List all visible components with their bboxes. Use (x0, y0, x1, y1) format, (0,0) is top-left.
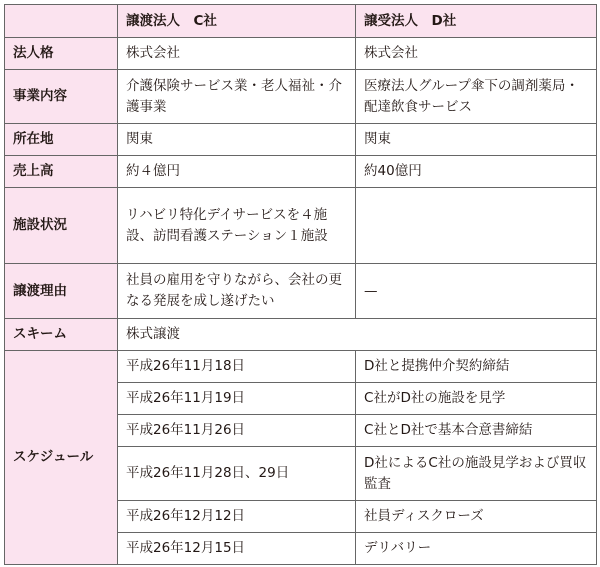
transferee-header: 譲受法人 D社 (356, 5, 597, 38)
reason-c: 社員の雇用を守りながら、会社の更なる発展を成し遂げたい (118, 264, 356, 319)
row-scheme (5, 319, 597, 351)
sales-c: 約４億円 (118, 156, 356, 188)
schedule-date: 平成26年11月18日 (118, 351, 356, 383)
business-c: 介護保険サービス業・老人福祉・介護事業 (118, 70, 356, 124)
row-location (5, 124, 597, 156)
transferor-header: 譲渡法人 C社 (118, 5, 356, 38)
corp-type-d: 株式会社 (356, 38, 597, 70)
location-c: 関東 (118, 124, 356, 156)
scheme-label: スキーム (5, 319, 118, 351)
location-label: 所在地 (5, 124, 118, 156)
scheme-value: 株式譲渡 (118, 319, 597, 351)
schedule-event: 社員ディスクローズ (356, 501, 597, 533)
business-d: 医療法人グループ傘下の調剤薬局・配達飲食サービス (356, 70, 597, 124)
location-d: 関東 (356, 124, 597, 156)
row-business (5, 70, 597, 124)
schedule-date: 平成26年11月28日、29日 (118, 447, 356, 501)
schedule-date: 平成26年12月12日 (118, 501, 356, 533)
header-corner (5, 5, 118, 38)
row-corp-type (5, 38, 597, 70)
schedule-date: 平成26年11月19日 (118, 383, 356, 415)
corp-type-label: 法人格 (5, 38, 118, 70)
schedule-event: C社とD社で基本合意書締結 (356, 415, 597, 447)
schedule-date: 平成26年12月15日 (118, 533, 356, 565)
sales-label: 売上高 (5, 156, 118, 188)
reason-d: — (356, 264, 597, 319)
header-row (5, 5, 597, 38)
schedule-label: スケジュール (5, 351, 118, 565)
deal-summary-table (4, 4, 597, 565)
row-reason (5, 264, 597, 319)
facilities-c: リハビリ特化デイサービスを４施設、訪問看護ステーション１施設 (118, 188, 356, 264)
facilities-d (356, 188, 597, 264)
row-sales (5, 156, 597, 188)
business-label: 事業内容 (5, 70, 118, 124)
schedule-event: デリバリー (356, 533, 597, 565)
schedule-event: D社によるC社の施設見学および買収監査 (356, 447, 597, 501)
facilities-label: 施設状況 (5, 188, 118, 264)
schedule-event: C社がD社の施設を見学 (356, 383, 597, 415)
schedule-row (5, 351, 597, 383)
schedule-event: D社と提携仲介契約締結 (356, 351, 597, 383)
row-facilities (5, 188, 597, 264)
corp-type-c: 株式会社 (118, 38, 356, 70)
sales-d: 約40億円 (356, 156, 597, 188)
reason-label: 譲渡理由 (5, 264, 118, 319)
schedule-date: 平成26年11月26日 (118, 415, 356, 447)
